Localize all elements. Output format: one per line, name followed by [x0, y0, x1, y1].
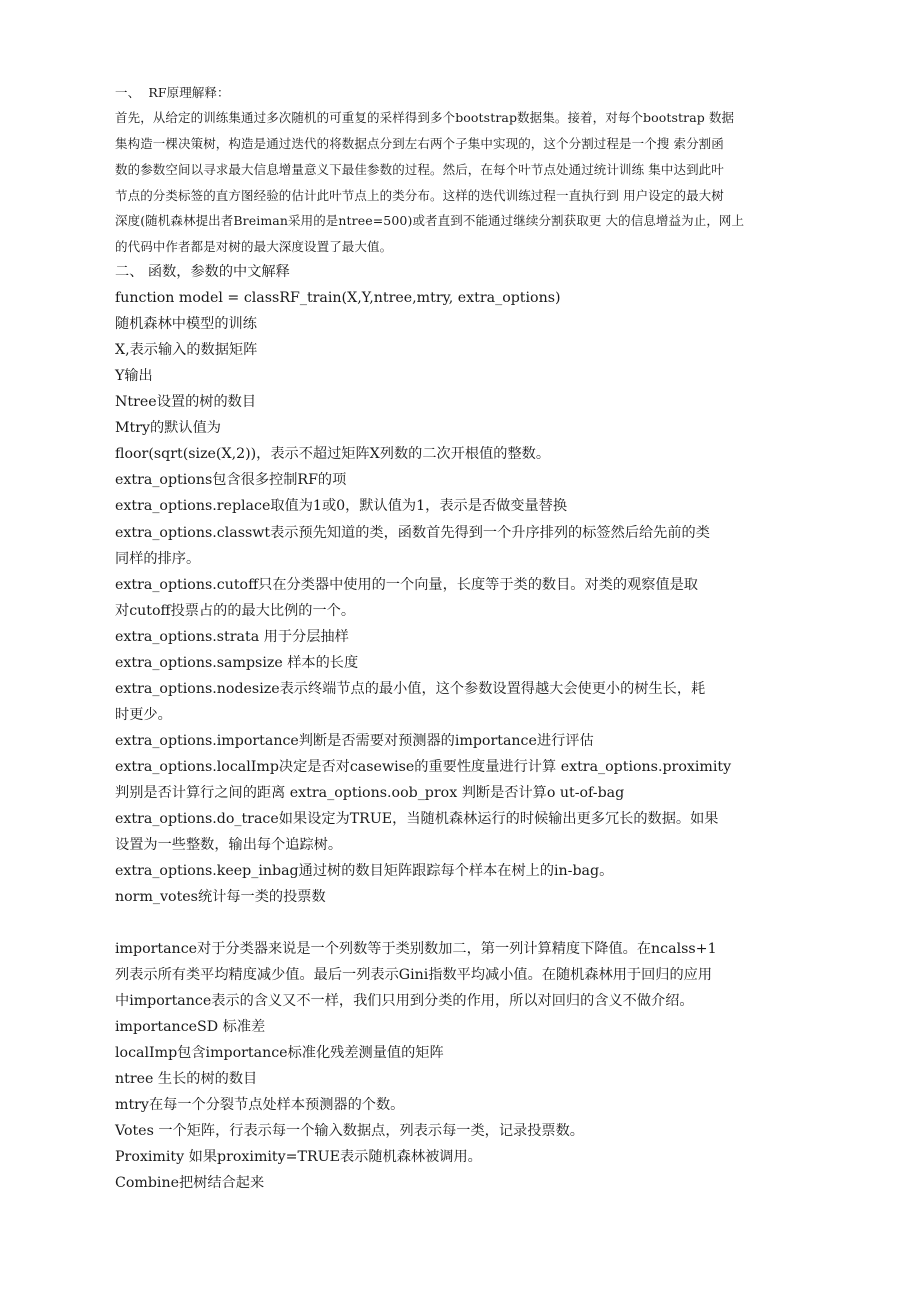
section-2-heading: 二、 函数，参数的中文解释: [115, 264, 290, 280]
output-line: Votes 一个矩阵，行表示每一个输入数据点，列表示每一类，记录投票数。: [115, 1123, 584, 1139]
param-line: extra_options.cutoff只在分类器中使用的一个向量，长度等于类的数目。对类的观察值是取: [115, 577, 698, 593]
function-signature: function model = classRF_train(X,Y,ntree,mtry, extra_options): [115, 290, 561, 306]
param-line: extra_options.replace取值为1或0，默认值为1，表示是否做变量替换: [115, 498, 568, 514]
param-line: extra_options.do_trace如果设定为TRUE，当随机森林运行的时候输出更多冗长的数据。如果: [115, 811, 719, 827]
param-line: extra_options.localImp决定是否对casewise的重要性度量进行计算 extra_options.proximity: [115, 759, 732, 775]
output-line: importanceSD 标准差: [115, 1019, 266, 1035]
output-line: importance对于分类器来说是一个列数等于类别数加二，第一列计算精度下降值。在ncalss+1: [115, 941, 717, 957]
section-1-paragraph-line: 数的参数空间以寻求最大信息增量意义下最佳参数的过程。然后，在每个叶节点处通过统计训练 集中达到此叶: [115, 162, 724, 177]
section-1-paragraph-line: 深度(随机森林提出者Breiman采用的是ntree=500)或者直到不能通过继续分割获取更 大的信息增益为止，网上: [115, 213, 745, 228]
section-1-paragraph-line: 节点的分类标签的直方图经验的估计此叶节点上的类分布。这样的迭代训练过程一直执行到 用户设定的最大树: [115, 188, 724, 203]
param-line: X,表示输入的数据矩阵: [115, 342, 258, 358]
param-line: Y输出: [115, 368, 153, 384]
param-line: extra_options.nodesize表示终端节点的最小值，这个参数设置得越大会使更小的树生长，耗: [115, 681, 706, 697]
param-line: floor(sqrt(size(X,2))，表示不超过矩阵X列数的二次开根值的整数。: [115, 446, 551, 462]
param-line: extra_options.classwt表示预先知道的类，函数首先得到一个升序排列的标签然后给先前的类: [115, 525, 710, 541]
section-1-paragraph-line: 集构造一棵决策树，构造是通过迭代的将数据点分到左右两个子集中实现的，这个分割过程是一个搜 索分割函: [115, 136, 724, 151]
output-line: ntree 生长的树的数目: [115, 1071, 258, 1087]
output-line: localImp包含importance标准化残差测量值的矩阵: [115, 1045, 444, 1061]
output-line: 列表示所有类平均精度减少值。最后一列表示Gini指数平均减小值。在随机森林用于回归的应用: [115, 967, 713, 983]
param-line: Mtry的默认值为: [115, 420, 221, 436]
param-line: extra_options.sampsize 样本的长度: [115, 655, 359, 671]
param-line: 时更少。: [115, 707, 172, 723]
param-line: 设置为一些整数，输出每个追踪树。: [115, 837, 343, 853]
section-1-paragraph-line: 的代码中作者都是对树的最大深度设置了最大值。: [115, 239, 393, 254]
param-line: 判别是否计算行之间的距离 extra_options.oob_prox 判断是否计算o ut-of-bag: [115, 785, 625, 801]
section-1-heading: 一、 RF原理解释：: [115, 85, 230, 100]
param-line: norm_votes统计每一类的投票数: [115, 889, 326, 905]
output-line: 中importance表示的含义又不一样，我们只用到分类的作用，所以对回归的含义不做介绍。: [115, 993, 694, 1009]
param-line: extra_options.importance判断是否需要对预测器的importance进行评估: [115, 733, 594, 749]
param-line: Ntree设置的树的数目: [115, 394, 257, 410]
output-line: Combine把树结合起来: [115, 1175, 265, 1191]
section-1-paragraph-line: 首先，从给定的训练集通过多次随机的可重复的采样得到多个bootstrap数据集。接着，对每个bootstrap 数据: [115, 110, 735, 125]
output-line: Proximity 如果proximity=TRUE表示随机森林被调用。: [115, 1149, 482, 1165]
param-line: extra_options.strata 用于分层抽样: [115, 629, 349, 645]
param-line: extra_options.keep_inbag通过树的数目矩阵跟踪每个样本在树上的in-bag。: [115, 863, 614, 879]
output-line: mtry在每一个分裂节点处样本预测器的个数。: [115, 1097, 405, 1113]
param-line: 随机森林中模型的训练: [115, 316, 257, 332]
param-line: 同样的排序。: [115, 551, 201, 567]
param-line: 对cutoff投票占的的最大比例的一个。: [115, 603, 356, 619]
param-line: extra_options包含很多控制RF的项: [115, 472, 347, 488]
